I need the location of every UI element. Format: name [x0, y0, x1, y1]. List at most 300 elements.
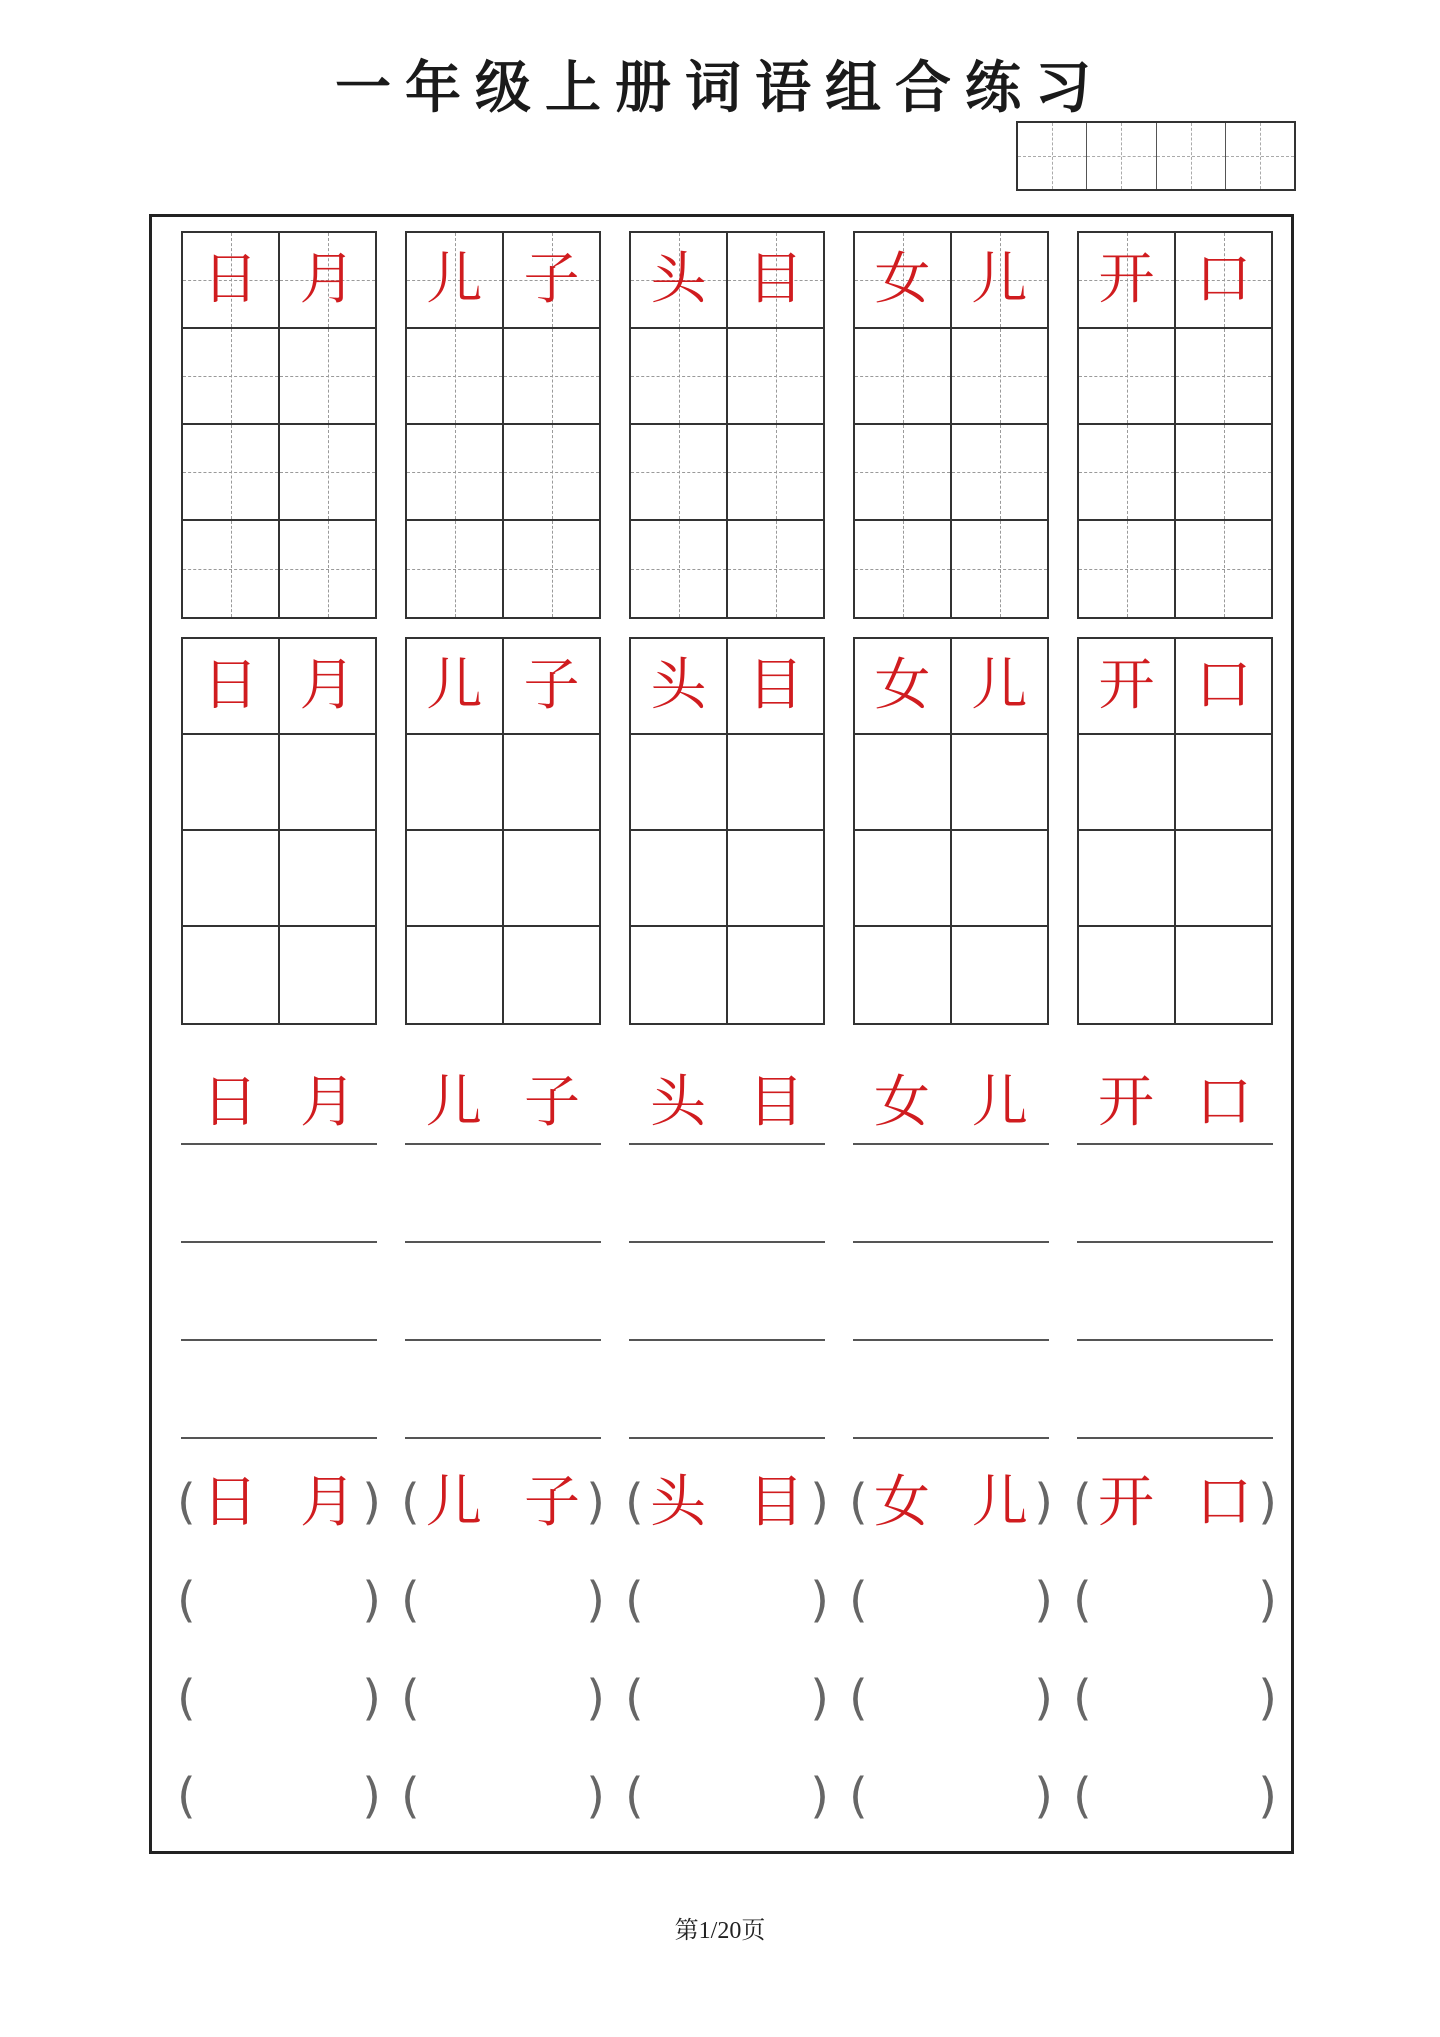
- writing-line[interactable]: [1077, 1341, 1273, 1439]
- guide-line: [455, 329, 456, 423]
- parenthesis-blank: [625, 1453, 829, 1551]
- guide-line: [455, 521, 456, 617]
- model-character: 儿: [971, 653, 1028, 718]
- writing-cell[interactable]: [407, 927, 504, 1023]
- writing-cell[interactable]: [631, 927, 728, 1023]
- guide-line: [1127, 425, 1128, 519]
- writing-cell[interactable]: [728, 927, 823, 1023]
- writing-line[interactable]: [181, 1145, 377, 1243]
- writing-cell[interactable]: [952, 831, 1047, 925]
- parenthesis-blank[interactable]: [1073, 1551, 1277, 1649]
- left-parenthesis: (: [849, 1572, 868, 1628]
- guide-line: [328, 425, 329, 519]
- grid-row: [407, 927, 599, 1023]
- writing-cell[interactable]: [1079, 425, 1176, 519]
- right-parenthesis: ): [1258, 1572, 1277, 1628]
- grid-row: [1079, 329, 1271, 425]
- guide-line: [776, 425, 777, 519]
- writing-cell[interactable]: [855, 425, 952, 519]
- writing-cell: [504, 233, 599, 327]
- writing-cell: [280, 233, 375, 327]
- model-character: 女: [874, 247, 931, 312]
- writing-cell[interactable]: [728, 521, 823, 617]
- model-pair: [181, 1470, 377, 1535]
- model-character: 开: [1098, 247, 1155, 312]
- model-character: 开: [1098, 653, 1155, 718]
- parenthesis-blank[interactable]: [849, 1649, 1053, 1747]
- model-character: 子: [523, 653, 580, 718]
- grid-row: [183, 927, 375, 1023]
- writing-cell[interactable]: [504, 927, 599, 1023]
- model-pair: [1077, 1070, 1273, 1135]
- right-parenthesis: ): [1034, 1572, 1053, 1628]
- model-character: 女: [874, 1070, 930, 1135]
- guide-line: [776, 329, 777, 423]
- writing-cell[interactable]: [183, 927, 280, 1023]
- writing-cell[interactable]: [504, 425, 599, 519]
- writing-cell[interactable]: [407, 831, 504, 925]
- grid-row: [631, 425, 823, 521]
- writing-cell[interactable]: [407, 329, 504, 423]
- writing-line[interactable]: [629, 1341, 825, 1439]
- writing-cell[interactable]: [280, 329, 375, 423]
- model-character: 头: [650, 1470, 706, 1535]
- grid-row: [1079, 927, 1271, 1023]
- writing-cell[interactable]: [952, 927, 1047, 1023]
- writing-line[interactable]: [1077, 1243, 1273, 1341]
- parenthesis-blank[interactable]: [401, 1551, 605, 1649]
- left-parenthesis: (: [401, 1474, 420, 1530]
- left-parenthesis: (: [401, 1572, 420, 1628]
- writing-cell[interactable]: [1176, 735, 1271, 829]
- writing-cell[interactable]: [855, 329, 952, 423]
- writing-cell[interactable]: [183, 735, 280, 829]
- guide-line: [903, 425, 904, 519]
- writing-cell[interactable]: [504, 831, 599, 925]
- grid-row: [407, 639, 599, 735]
- grid-row: [855, 831, 1047, 927]
- underline-section: [853, 1047, 1049, 1439]
- model-character: 目: [747, 247, 804, 312]
- grid-row: [631, 927, 823, 1023]
- guide-line: [328, 329, 329, 423]
- tianzi-grid: [629, 231, 825, 619]
- underline-section: [629, 1047, 825, 1439]
- guide-line: [455, 425, 456, 519]
- model-character: 女: [874, 1470, 930, 1535]
- grid-row: [631, 233, 823, 329]
- tianzi-grid: [181, 231, 377, 619]
- writing-cell: [183, 639, 280, 733]
- writing-cell: [1176, 639, 1271, 733]
- writing-line[interactable]: [853, 1243, 1049, 1341]
- writing-cell: [855, 639, 952, 733]
- left-parenthesis: (: [401, 1768, 420, 1824]
- writing-cell[interactable]: [631, 329, 728, 423]
- model-character: 口: [1195, 247, 1252, 312]
- left-parenthesis: (: [625, 1670, 644, 1726]
- right-parenthesis: ): [362, 1572, 381, 1628]
- writing-cell[interactable]: [631, 831, 728, 925]
- left-parenthesis: (: [177, 1474, 196, 1530]
- grid-row: [407, 425, 599, 521]
- writing-cell: [1079, 233, 1176, 327]
- guide-line: [679, 329, 680, 423]
- model-pair: [629, 1470, 825, 1535]
- name-writing-box[interactable]: [1016, 121, 1296, 191]
- right-parenthesis: ): [1034, 1768, 1053, 1824]
- grid-row: [407, 233, 599, 329]
- writing-cell[interactable]: [855, 735, 952, 829]
- writing-cell: [183, 233, 280, 327]
- model-pair: [181, 1070, 377, 1135]
- guide-line: [328, 521, 329, 617]
- grid-row: [407, 735, 599, 831]
- model-character: 日: [202, 247, 259, 312]
- right-parenthesis: ): [362, 1474, 381, 1530]
- writing-cell[interactable]: [1176, 425, 1271, 519]
- writing-cell[interactable]: [183, 329, 280, 423]
- parenthesis-blank: [849, 1453, 1053, 1551]
- writing-cell[interactable]: [280, 927, 375, 1023]
- name-cell[interactable]: [1157, 123, 1226, 189]
- guide-line: [1127, 329, 1128, 423]
- name-cell[interactable]: [1018, 123, 1087, 189]
- writing-cell[interactable]: [855, 521, 952, 617]
- model-character: 开: [1098, 1470, 1154, 1535]
- writing-line[interactable]: [629, 1145, 825, 1243]
- writing-cell[interactable]: [952, 735, 1047, 829]
- writing-cell[interactable]: [728, 831, 823, 925]
- writing-cell[interactable]: [280, 831, 375, 925]
- guide-line: [552, 521, 553, 617]
- grid-row: [631, 735, 823, 831]
- page-number: 第1/20页: [674, 1918, 766, 1944]
- right-parenthesis: ): [1034, 1670, 1053, 1726]
- model-pair: [853, 1070, 1049, 1135]
- tianzi-grid: [853, 231, 1049, 619]
- writing-cell[interactable]: [280, 735, 375, 829]
- guide-line: [231, 329, 232, 423]
- square-grid: [629, 637, 825, 1025]
- writing-cell[interactable]: [1176, 831, 1271, 925]
- right-parenthesis: ): [1034, 1474, 1053, 1530]
- grid-row: [855, 233, 1047, 329]
- guide-line: [776, 521, 777, 617]
- writing-cell[interactable]: [728, 425, 823, 519]
- writing-line: [853, 1047, 1049, 1145]
- writing-cell[interactable]: [504, 329, 599, 423]
- model-character: 儿: [426, 653, 483, 718]
- writing-line[interactable]: [853, 1341, 1049, 1439]
- writing-cell[interactable]: [407, 735, 504, 829]
- right-parenthesis: ): [586, 1474, 605, 1530]
- writing-cell: [952, 639, 1047, 733]
- grid-row: [407, 329, 599, 425]
- writing-line[interactable]: [405, 1145, 601, 1243]
- model-character: 女: [874, 653, 931, 718]
- right-parenthesis: ): [1258, 1474, 1277, 1530]
- writing-cell: [631, 639, 728, 733]
- right-parenthesis: ): [362, 1670, 381, 1726]
- right-parenthesis: ): [362, 1768, 381, 1824]
- model-character: 日: [202, 1070, 258, 1135]
- parenthesis-blank[interactable]: [177, 1747, 381, 1845]
- guide-line: [231, 425, 232, 519]
- writing-cell[interactable]: [1079, 927, 1176, 1023]
- model-character: 目: [748, 1470, 804, 1535]
- grid-row: [855, 927, 1047, 1023]
- left-parenthesis: (: [1073, 1572, 1092, 1628]
- parenthesis-section: [625, 1453, 829, 1845]
- guide-line: [552, 425, 553, 519]
- model-character: 头: [650, 653, 707, 718]
- guide-line: [231, 521, 232, 617]
- writing-cell[interactable]: [631, 521, 728, 617]
- grid-row: [1079, 233, 1271, 329]
- writing-cell: [1176, 233, 1271, 327]
- grid-row: [183, 735, 375, 831]
- right-parenthesis: ): [810, 1572, 829, 1628]
- model-character: 子: [524, 1470, 580, 1535]
- model-character: 开: [1098, 1070, 1154, 1135]
- writing-cell[interactable]: [1079, 521, 1176, 617]
- writing-cell[interactable]: [631, 425, 728, 519]
- writing-line[interactable]: [1077, 1145, 1273, 1243]
- writing-cell[interactable]: [1176, 927, 1271, 1023]
- writing-cell[interactable]: [407, 521, 504, 617]
- writing-line[interactable]: [405, 1341, 601, 1439]
- parenthesis-section: [849, 1453, 1053, 1845]
- right-parenthesis: ): [1258, 1670, 1277, 1726]
- grid-row: [183, 425, 375, 521]
- writing-cell[interactable]: [1079, 735, 1176, 829]
- grid-row: [183, 521, 375, 617]
- underline-section: [181, 1047, 377, 1439]
- model-character: 儿: [426, 247, 483, 312]
- left-parenthesis: (: [625, 1768, 644, 1824]
- guide-line: [679, 425, 680, 519]
- writing-line[interactable]: [181, 1341, 377, 1439]
- left-parenthesis: (: [625, 1572, 644, 1628]
- grid-row: [855, 735, 1047, 831]
- page-title: 一年级上册词语组合练习: [335, 55, 1105, 121]
- guide-line: [1224, 521, 1225, 617]
- guide-line: [552, 329, 553, 423]
- writing-cell[interactable]: [1079, 329, 1176, 423]
- model-character: 目: [747, 653, 804, 718]
- guide-line: [1000, 425, 1001, 519]
- parenthesis-blank: [401, 1453, 605, 1551]
- grid-row: [183, 831, 375, 927]
- guide-line: [903, 521, 904, 617]
- left-parenthesis: (: [177, 1572, 196, 1628]
- square-grid: [181, 637, 377, 1025]
- model-character: 子: [524, 1070, 580, 1135]
- right-parenthesis: ): [586, 1670, 605, 1726]
- grid-row: [183, 233, 375, 329]
- writing-cell[interactable]: [504, 521, 599, 617]
- model-character: 月: [299, 247, 356, 312]
- parenthesis-blank[interactable]: [401, 1747, 605, 1845]
- model-character: 口: [1195, 653, 1252, 718]
- writing-cell[interactable]: [183, 831, 280, 925]
- parenthesis-blank[interactable]: [1073, 1747, 1277, 1845]
- left-parenthesis: (: [1073, 1768, 1092, 1824]
- writing-cell[interactable]: [1176, 521, 1271, 617]
- writing-line: [181, 1047, 377, 1145]
- writing-line: [1077, 1047, 1273, 1145]
- right-parenthesis: ): [810, 1768, 829, 1824]
- left-parenthesis: (: [1073, 1474, 1092, 1530]
- grid-row: [855, 521, 1047, 617]
- model-character: 儿: [971, 247, 1028, 312]
- parenthesis-blank: [177, 1453, 381, 1551]
- writing-cell[interactable]: [855, 831, 952, 925]
- writing-line[interactable]: [853, 1145, 1049, 1243]
- model-pair: [853, 1470, 1049, 1535]
- writing-cell[interactable]: [952, 329, 1047, 423]
- writing-cell: [280, 639, 375, 733]
- writing-cell[interactable]: [728, 329, 823, 423]
- writing-cell[interactable]: [183, 425, 280, 519]
- right-parenthesis: ): [810, 1670, 829, 1726]
- model-character: 日: [202, 1470, 258, 1535]
- writing-line[interactable]: [181, 1243, 377, 1341]
- parenthesis-blank[interactable]: [1073, 1649, 1277, 1747]
- writing-cell: [952, 233, 1047, 327]
- grid-row: [1079, 831, 1271, 927]
- left-parenthesis: (: [401, 1670, 420, 1726]
- model-pair: [405, 1470, 601, 1535]
- model-character: 头: [650, 1070, 706, 1135]
- name-cell[interactable]: [1087, 123, 1156, 189]
- model-character: 目: [748, 1070, 804, 1135]
- grid-row: [631, 329, 823, 425]
- model-character: 子: [523, 247, 580, 312]
- writing-cell[interactable]: [504, 735, 599, 829]
- grid-row: [631, 639, 823, 735]
- parenthesis-blank[interactable]: [849, 1551, 1053, 1649]
- left-parenthesis: (: [849, 1474, 868, 1530]
- left-parenthesis: (: [849, 1670, 868, 1726]
- writing-cell[interactable]: [280, 521, 375, 617]
- parenthesis-blank[interactable]: [625, 1747, 829, 1845]
- model-character: 儿: [972, 1070, 1028, 1135]
- model-character: 口: [1196, 1070, 1252, 1135]
- writing-line[interactable]: [629, 1243, 825, 1341]
- writing-cell[interactable]: [855, 927, 952, 1023]
- model-character: 月: [300, 1070, 356, 1135]
- writing-cell: [1079, 639, 1176, 733]
- left-parenthesis: (: [849, 1768, 868, 1824]
- square-grid: [405, 637, 601, 1025]
- grid-row: [1079, 639, 1271, 735]
- model-character: 日: [202, 653, 259, 718]
- parenthesis-blank[interactable]: [625, 1551, 829, 1649]
- guide-line: [1000, 521, 1001, 617]
- tianzi-grid: [405, 231, 601, 619]
- writing-cell[interactable]: [952, 425, 1047, 519]
- writing-cell: [631, 233, 728, 327]
- model-pair: [629, 1070, 825, 1135]
- parenthesis-blank[interactable]: [401, 1649, 605, 1747]
- grid-row: [183, 329, 375, 425]
- writing-cell[interactable]: [1176, 329, 1271, 423]
- writing-cell[interactable]: [407, 425, 504, 519]
- guide-line: [679, 521, 680, 617]
- parenthesis-section: [177, 1453, 381, 1845]
- parenthesis-blank[interactable]: [625, 1649, 829, 1747]
- writing-cell: [407, 233, 504, 327]
- writing-cell[interactable]: [183, 521, 280, 617]
- writing-cell[interactable]: [728, 735, 823, 829]
- right-parenthesis: ): [1258, 1768, 1277, 1824]
- parenthesis-blank: [1073, 1453, 1277, 1551]
- left-parenthesis: (: [625, 1474, 644, 1530]
- grid-row: [407, 521, 599, 617]
- writing-line: [405, 1047, 601, 1145]
- writing-cell[interactable]: [280, 425, 375, 519]
- writing-line[interactable]: [405, 1243, 601, 1341]
- writing-cell[interactable]: [631, 735, 728, 829]
- parenthesis-blank[interactable]: [849, 1747, 1053, 1845]
- grid-row: [183, 639, 375, 735]
- writing-cell: [407, 639, 504, 733]
- guide-line: [1224, 329, 1225, 423]
- guide-line: [1127, 521, 1128, 617]
- model-character: 儿: [426, 1470, 482, 1535]
- grid-row: [855, 329, 1047, 425]
- left-parenthesis: (: [177, 1670, 196, 1726]
- parenthesis-blank[interactable]: [177, 1551, 381, 1649]
- writing-cell: [504, 639, 599, 733]
- writing-cell[interactable]: [1079, 831, 1176, 925]
- grid-row: [855, 425, 1047, 521]
- grid-row: [407, 831, 599, 927]
- underline-section: [1077, 1047, 1273, 1439]
- grid-row: [631, 521, 823, 617]
- square-grid: [853, 637, 1049, 1025]
- guide-line: [1224, 425, 1225, 519]
- grid-row: [1079, 735, 1271, 831]
- parenthesis-section: [401, 1453, 605, 1845]
- grid-row: [631, 831, 823, 927]
- tianzi-grid: [1077, 231, 1273, 619]
- writing-cell: [728, 233, 823, 327]
- model-character: 头: [650, 247, 707, 312]
- grid-row: [855, 639, 1047, 735]
- writing-line: [629, 1047, 825, 1145]
- grid-row: [1079, 425, 1271, 521]
- name-cell[interactable]: [1226, 123, 1294, 189]
- model-character: 月: [299, 653, 356, 718]
- left-parenthesis: (: [1073, 1670, 1092, 1726]
- right-parenthesis: ): [586, 1572, 605, 1628]
- guide-line: [1000, 329, 1001, 423]
- right-parenthesis: ): [586, 1768, 605, 1824]
- square-grid: [1077, 637, 1273, 1025]
- right-parenthesis: ): [810, 1474, 829, 1530]
- writing-cell[interactable]: [952, 521, 1047, 617]
- model-character: 儿: [426, 1070, 482, 1135]
- model-character: 月: [300, 1470, 356, 1535]
- parenthesis-blank[interactable]: [177, 1649, 381, 1747]
- writing-cell: [855, 233, 952, 327]
- writing-cell: [728, 639, 823, 733]
- grid-row: [1079, 521, 1271, 617]
- guide-line: [903, 329, 904, 423]
